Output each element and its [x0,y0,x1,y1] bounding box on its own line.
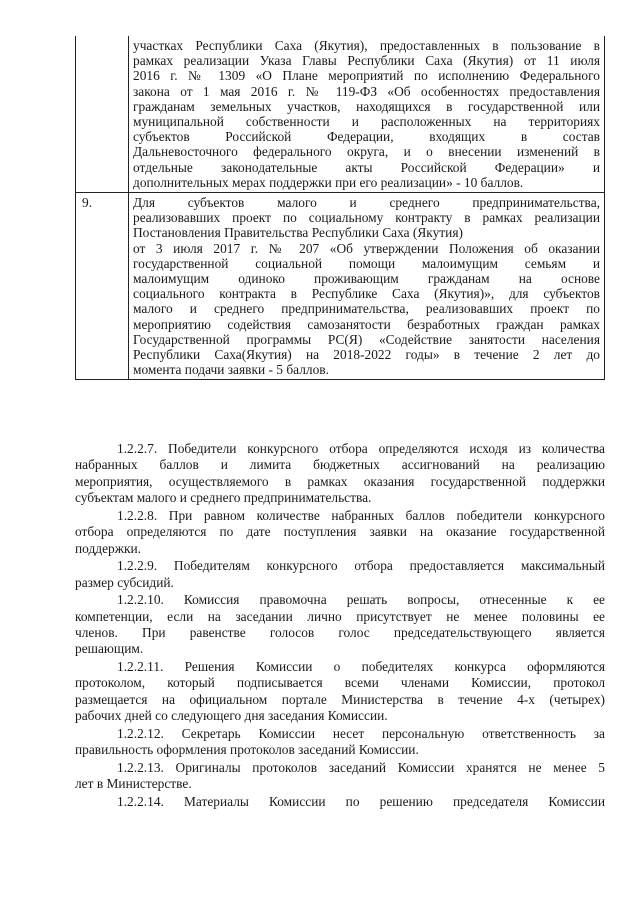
criterion-cell [129,193,605,380]
text-line: 1.2.2.11. Решения Комиссии о победителях конкурса оформляются [117,659,605,675]
text-line: рамках реализации Указа Главы Республики Саха (Якутия) от 11 июля [133,53,600,69]
text-line: членов. При равенстве голосов голос председательствующего является [75,625,605,641]
text-line: закона от 1 мая 2016 г. № 119-ФЗ «Об особенностях предоставления [133,83,600,99]
text-line: отдельные законодательные акты Российской Федерации» и [133,159,600,175]
table-row [76,36,605,193]
clause-1-2-2-14 [75,794,605,810]
text-line: 1.2.2.8. При равном количестве набранных баллов победители конкурсного [117,507,605,523]
text-line: отбора определяются по дате поступления заявки на оказание государственной [75,524,605,540]
criterion-text [133,38,600,190]
text-line: 1.2.2.14. Материалы Комиссии по решению председателя Комиссии [117,793,605,809]
text-line: 1.2.2.7. Победители конкурсного отбора определяются исходя из количества [117,441,605,456]
text-line: Для субъектов малого и среднего предпринимательства, [133,195,600,211]
text-line: участках Республики Саха (Якутия), предоставленных в пользование в [133,38,600,53]
text-line: 1.2.2.13. Оригиналы протоколов заседаний Комиссии хранятся не менее 5 [117,759,605,775]
clause-1-2-2-8 [75,508,605,557]
criterion-text [133,195,600,377]
text-line: 1.2.2.10. Комиссия правомочна решать вопросы, отнесенные к ее [117,592,605,608]
text-line: малого и среднего предпринимательства, реализовавших проект по [133,301,600,317]
text-line: мероприятию содействия самозанятости безработных граждан рамках [133,316,600,332]
table-row [76,193,605,380]
text-line: Дальневосточного федерального округа, и о внесении изменений в [133,144,600,160]
text-line: государственной социальной помощи малоимущим семьям и [133,255,600,271]
text-line: рабочих дней со следующего дня заседания Комиссии. [75,708,388,724]
criteria-table [75,36,605,380]
text-line: протоколом, который подписывается всеми членами Комиссии, протокол [75,675,605,691]
text-line: малоимущим одиноко проживающим гражданам на основе [133,271,600,287]
text-line: субъектам малого и среднего предпринимательства. [75,490,372,506]
text-line: размещается на официальном портале Министерства в течение 4-х (четырех) [75,691,605,707]
criterion-cell [129,36,605,193]
text-line: Республики Саха(Якутия) на 2018-2022 годы» в течение 2 лет до [133,347,600,363]
text-line: правильность оформления протоколов заседаний Комиссии. [75,742,419,758]
text-line: мероприятия, осуществляемого в рамках оказания государственной поддержки [75,473,605,489]
text-line: решающим. [75,641,144,657]
text-line: набранных баллов и лимита бюджетных ассигнований на реализацию [75,457,605,473]
row-number-cell [76,36,129,193]
text-line: субъектов Российской Федерации, входящих в состав [133,129,600,145]
text-line: лет в Министерстве. [75,776,192,792]
text-line: от 3 июля 2017 г. № 207 «Об утверждении Положения об оказании [133,240,600,256]
clause-1-2-2-11 [75,659,605,725]
text-line: компетенции, если на заседании лично присутствует не менее половины ее [75,608,605,624]
clause-1-2-2-13 [75,760,605,793]
text-line: 1.2.2.12. Секретарь Комиссии несет персональную ответственность за [117,725,605,741]
text-line: поддержки. [75,540,142,556]
clause-1-2-2-10 [75,592,605,658]
text-line: гражданам земельных участков, находящихся в государственной или [133,98,600,114]
text-line: реализовавших проект по социальному контракту в рамках реализации [133,210,600,226]
text-line: 2016 г. № 1309 «О Плане мероприятий по исполнению Федерального [133,68,600,84]
clauses-body [75,441,605,811]
clause-1-2-2-12 [75,726,605,759]
text-line: 1.2.2.9. Победителям конкурсного отбора предоставляется максимальный [117,558,605,574]
text-line: Государственной программы РС(Я) «Содействие занятости населения [133,331,600,347]
row-number-cell: 9. [76,193,129,380]
text-line: дополнительных мерах поддержки при его реализации» - 10 баллов. [133,174,524,190]
text-line: размер субсидий. [75,574,174,590]
text-line: социального контракта в Республике Саха (Якутия)», для субъектов [133,286,600,302]
text-line: муниципальной собственности и расположенных на территориях [133,114,600,130]
clause-1-2-2-7 [75,441,605,507]
clause-1-2-2-9 [75,558,605,591]
text-line: Постановления Правительства Республики Саха (Якутия) [133,225,463,241]
text-line: момента подачи заявки - 5 баллов. [133,362,329,378]
